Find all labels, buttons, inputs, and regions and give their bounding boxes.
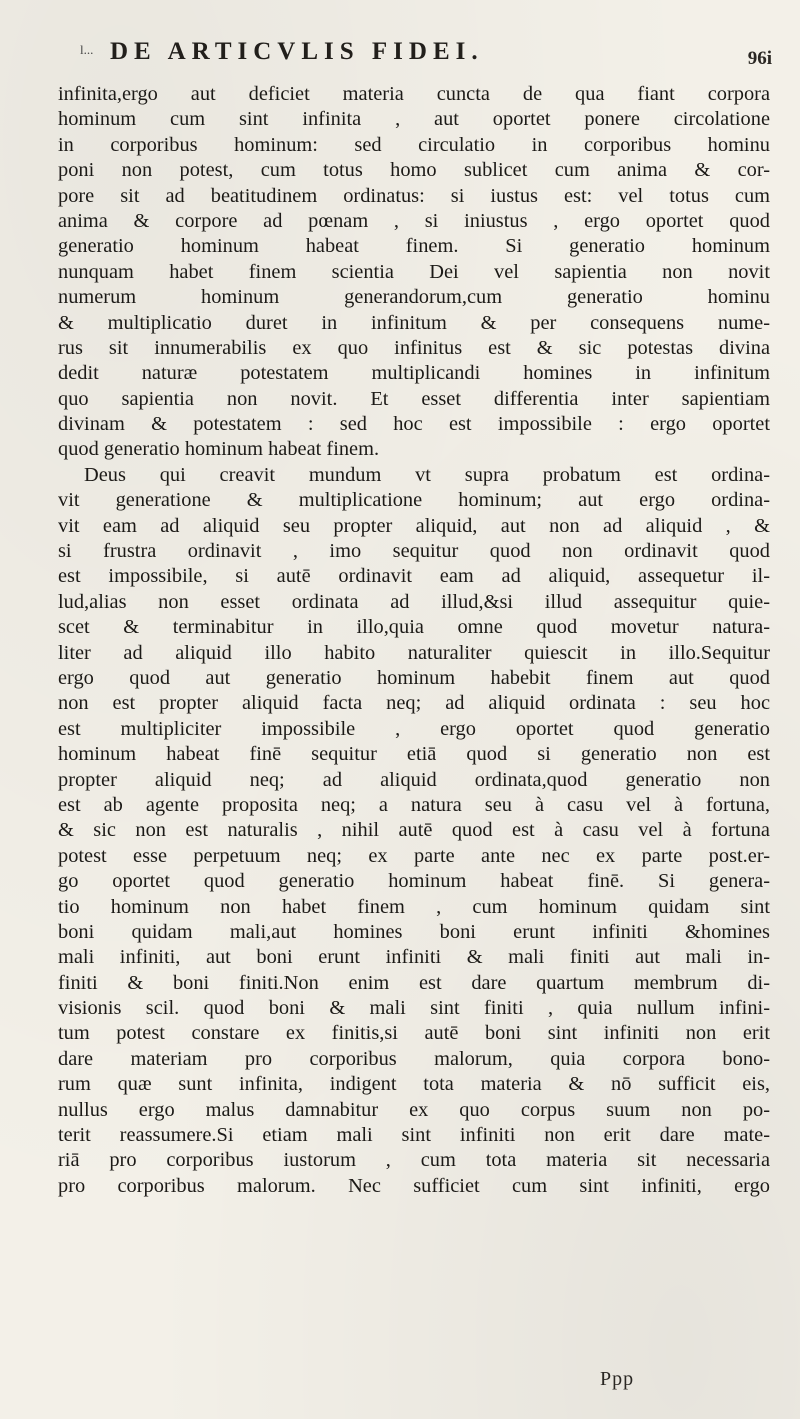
- text-line: divinam & potestatem : sed hoc est impossibile : ergo oportet: [58, 413, 770, 436]
- text-line: hominum habeat finē sequitur etiā quod si generatio non est: [58, 743, 770, 766]
- text-line: infinita,ergo aut deficiet materia cuncta de qua fiant corpora: [58, 83, 770, 105]
- text-line: est ab agente proposita neq; a natura seu à casu vel à fortuna,: [58, 793, 770, 816]
- text-line: poni non potest, cum totus homo sublicet cum anima & cor-: [58, 159, 770, 182]
- text-line: Deus qui creavit mundum vt supra probatum est ordina-: [84, 463, 770, 486]
- text-line: visionis scil. quod boni & mali sint finiti , quia nullum infini-: [58, 997, 770, 1020]
- text-line: non est propter aliquid facta neq; ad aliquid ordinata : seu hoc: [58, 692, 770, 715]
- text-line: & multiplicatio duret in infinitum & per consequens nume-: [58, 311, 770, 334]
- text-line: pro corporibus malorum. Nec sufficiet cum sint infiniti, ergo: [58, 1174, 770, 1197]
- text-line: tio hominum non habet finem , cum hominum quidam sint: [58, 895, 770, 918]
- running-head-title: DE ARTICVLIS FIDEI.: [110, 38, 484, 65]
- catchword: Ppp: [600, 1368, 635, 1390]
- text-line: scet & terminabitur in illo,quia omne quod movetur natura-: [58, 616, 770, 639]
- text-line: quo sapientia non novit. Et esset differentia inter sapientiam: [58, 387, 770, 410]
- text-line: dare materiam pro corporibus malorum, quia corpora bono-: [58, 1047, 770, 1070]
- text-line: boni quidam mali,aut homines boni erunt infiniti &homines: [58, 920, 770, 943]
- text-line: dedit naturæ potestatem multiplicandi homines in infinitum: [58, 362, 770, 385]
- text-line: potest esse perpetuum neq; ex parte ante nec ex parte post.er-: [58, 844, 770, 867]
- text-line: ergo quod aut generatio hominum habebit finem aut quod: [58, 666, 770, 689]
- text-line: hominum cum sint infinita , aut oportet ponere circolatione: [58, 108, 770, 131]
- text-line: & sic non est naturalis , nihil autē quod est à casu vel à fortuna: [58, 819, 770, 842]
- text-line: si frustra ordinavit , imo sequitur quod non ordinavit quod: [58, 540, 770, 563]
- text-line: anima & corpore ad pœnam , si iniustus , ergo oportet quod: [58, 209, 770, 232]
- text-line: riā pro corporibus iustorum , cum tota materia sit necessaria: [58, 1149, 770, 1172]
- running-head: [80, 38, 670, 66]
- text-line: vit generatione & multiplicatione hominum; aut ergo ordina-: [58, 489, 770, 512]
- text-line: quod generatio hominum habeat finem.: [58, 438, 380, 461]
- text-line: terit reassumere.Si etiam mali sint infiniti non erit dare mate-: [58, 1124, 770, 1147]
- text-line: rum quæ sunt infinita, indigent tota materia & nō sufficit eis,: [58, 1073, 770, 1096]
- text-line: numerum hominum generandorum,cum generatio hominu: [58, 286, 770, 309]
- text-line: mali infiniti, aut boni erunt infiniti & mali finiti aut mali in-: [58, 946, 770, 969]
- text-line: vit eam ad aliquid seu propter aliquid, aut non ad aliquid , &: [58, 514, 770, 537]
- text-line: propter aliquid neq; ad aliquid ordinata,quod generatio non: [58, 768, 770, 791]
- text-line: nunquam habet finem scientia Dei vel sapientia non novit: [58, 260, 770, 283]
- text-line: pore sit ad beatitudinem ordinatus: si iustus est: vel totus cum: [58, 184, 770, 207]
- body-text: [58, 82, 770, 1199]
- text-line: go oportet quod generatio hominum habeat finē. Si genera-: [58, 870, 770, 893]
- text-line: nullus ergo malus damnabitur ex quo corpus suum non po-: [58, 1098, 770, 1121]
- text-line: tum potest constare ex finitis,si autē boni sint infiniti non erit: [58, 1022, 770, 1045]
- text-line: in corporibus hominum: sed circulatio in corporibus hominu: [58, 133, 770, 156]
- text-line: finiti & boni finiti.Non enim est dare quartum membrum di-: [58, 971, 770, 994]
- text-line: lud,alias non esset ordinata ad illud,&si illud assequitur quie-: [58, 590, 770, 613]
- text-line: generatio hominum habeat finem. Si generatio hominum: [58, 235, 770, 258]
- text-line: est impossibile, si autē ordinavit eam ad aliquid, assequetur il-: [58, 565, 770, 588]
- page-number: 96i: [747, 48, 772, 69]
- text-line: rus sit innumerabilis ex quo infinitus est & sic potestas divina: [58, 336, 770, 359]
- running-head-marker: l...: [80, 42, 94, 57]
- text-line: liter ad aliquid illo habito naturaliter quiescit in illo.Sequitur: [58, 641, 770, 664]
- text-line: est multipliciter impossibile , ergo oportet quod generatio: [58, 717, 770, 740]
